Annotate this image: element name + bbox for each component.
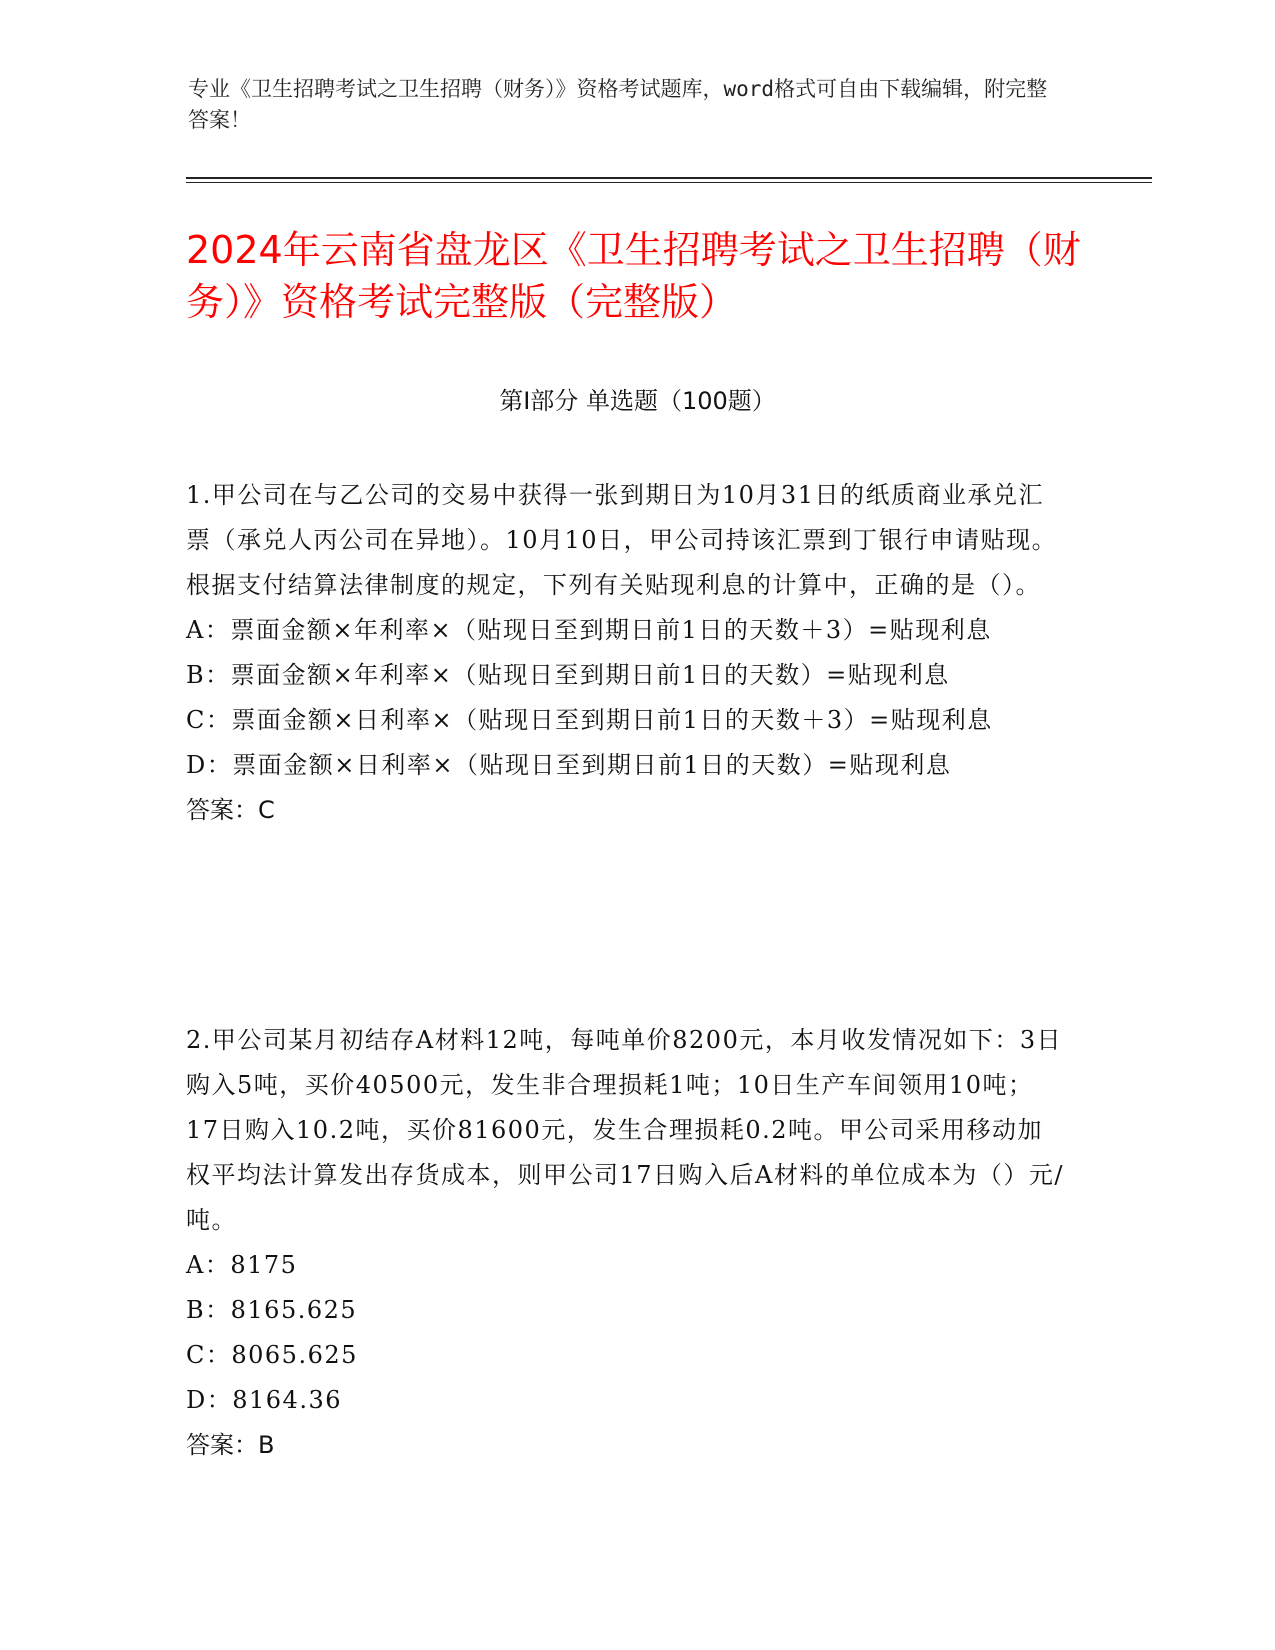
question-stem: 1.甲公司在与乙公司的交易中获得一张到期日为10月31日的纸质商业承兑汇票（承兑人丙公司在异地）。10月10日，甲公司持该汇票到丁银行申请贴现。根据支付结算法律制度的规定，下列有关贴现利息的计算中，正确的是（）。: [186, 481, 1058, 599]
option-a: A：票面金额×年利率×（贴现日至到期日前1日的天数＋3）=贴现利息: [186, 616, 992, 644]
answer: 答案：B: [186, 1431, 275, 1459]
header-rule-thick: [186, 177, 1152, 179]
option-c: C：8065.625: [186, 1341, 358, 1369]
option-a: A：8175: [186, 1251, 298, 1279]
document-title: 2024年云南省盘龙区《卫生招聘考试之卫生招聘（财务）》资格考试完整版（完整版）: [186, 228, 1081, 324]
section-heading: 第Ⅰ部分 单选题（100题）: [499, 387, 776, 415]
option-d: D：8164.36: [186, 1386, 342, 1414]
option-b: B：票面金额×年利率×（贴现日至到期日前1日的天数）=贴现利息: [186, 661, 950, 689]
header-note: 专业《卫生招聘考试之卫生招聘（财务）》资格考试题库，word格式可自由下载编辑，附完整答案！: [188, 77, 1048, 132]
option-b: B：8165.625: [186, 1296, 358, 1324]
question-2: [186, 1018, 1066, 1468]
header-rule-thin: [186, 182, 1152, 183]
question-stem: 2.甲公司某月初结存A材料12吨，每吨单价8200元，本月收发情况如下：3日购入5吨，买价40500元，发生非合理损耗1吨；10日生产车间领用10吨；17日购入10.2吨，买价81600元，发生合理损耗0.2吨。甲公司采用移动加权平均法计算发出存货成本，则甲公司17日购入后A材料的单位成本为（）元/吨。: [186, 1026, 1064, 1234]
option-d: D：票面金额×日利率×（贴现日至到期日前1日的天数）=贴现利息: [186, 751, 952, 779]
option-c: C：票面金额×日利率×（贴现日至到期日前1日的天数＋3）=贴现利息: [186, 706, 993, 734]
answer: 答案：C: [186, 796, 275, 824]
question-1: [186, 473, 1066, 833]
